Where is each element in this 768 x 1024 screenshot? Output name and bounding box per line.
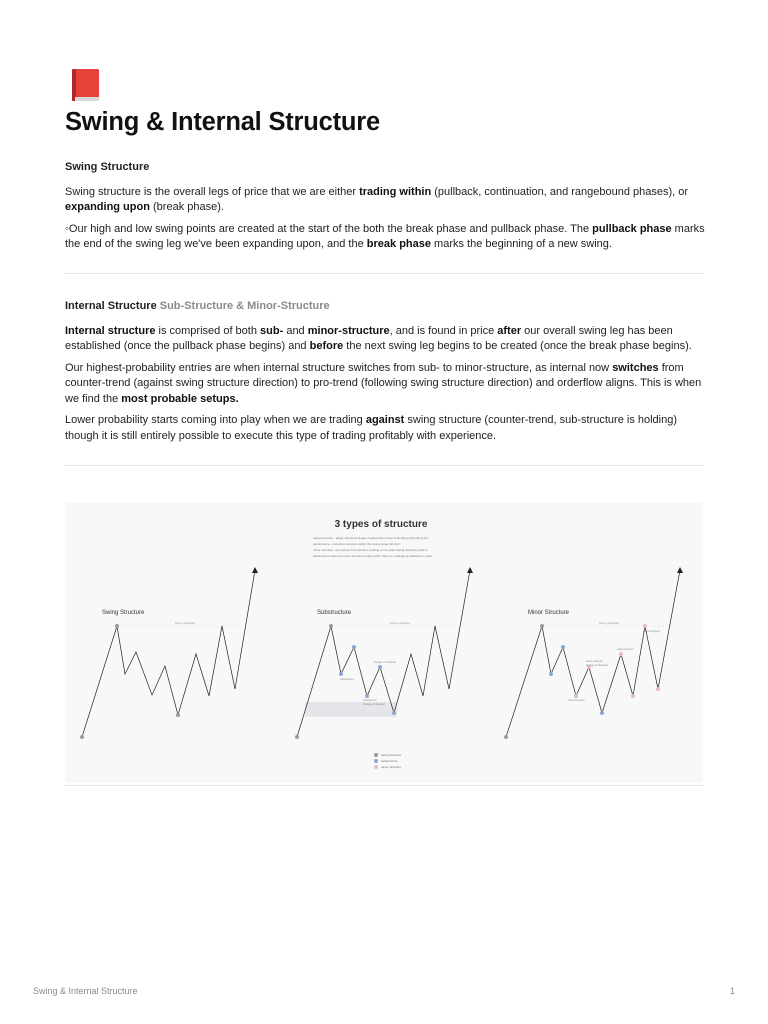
sub-point [352, 645, 356, 649]
figure-note: minor structure - pro-swing trend structure looking to run stops swing structure (HL/LL) [313, 548, 428, 552]
sub-tag: change of character [363, 703, 386, 706]
minor-price-line [506, 570, 680, 737]
swing-heading: Swing Structure [65, 161, 150, 173]
minor-tag: swing structure [617, 648, 634, 651]
swing-price-line [82, 570, 255, 737]
swing-paragraph-2: ◦Our high and low swing points are created at the start of the both the break phase and pullback phase. The pullback phase marks the end of the swing leg we've been expanding upon, and the break phase marks the beginning of a new swing. [65, 222, 705, 250]
legend-swing-swatch [374, 753, 378, 757]
minor-point [619, 652, 623, 656]
divider [65, 785, 703, 786]
legend-minor: minor structure [381, 765, 402, 769]
sub-point [378, 665, 382, 669]
minor-point [631, 694, 635, 698]
internal-section [65, 299, 705, 450]
sub-tag: substructure [363, 699, 377, 702]
page-title: Swing & Internal Structure [65, 108, 381, 136]
figure-note: substructure - corrective structure within the swing range (HL/LH) [313, 542, 400, 546]
legend-sub-swatch [374, 759, 378, 763]
panel-annotation: swing structure [175, 621, 196, 625]
structure-figure [65, 503, 703, 783]
panel-annotation: swing structure [390, 621, 411, 625]
panel-annotation: swing structure [599, 621, 620, 625]
figure-title: 3 types of structure [334, 519, 428, 530]
minor-point [574, 694, 578, 698]
panel-label-sub: Substructure [317, 610, 352, 616]
minor-tag: minor structure [568, 699, 585, 702]
minor-tag: minor structure [586, 660, 603, 663]
sub-point [365, 694, 369, 698]
sub-tag: change of character [374, 661, 397, 664]
sub-point [561, 645, 565, 649]
swing-point [540, 624, 544, 628]
panel-label-swing: Swing Structure [102, 610, 145, 616]
minor-point [643, 624, 647, 628]
internal-paragraph-1: Internal structure is comprised of both sub- and minor-structure, and is found in price after our overall swing leg has been established (once the pullback phase begins) and before the next swing leg begins to be created (once the break phase begins). [65, 324, 692, 352]
swing-section [65, 160, 705, 259]
divider [65, 465, 703, 466]
sub-point [339, 672, 343, 676]
swing-point [329, 624, 333, 628]
sub-point [600, 711, 604, 715]
internal-paragraph-3: Lower probability starts coming into play when we are trading against swing structure (counter-trend, sub-structure is holding) though it is still entirely possible to execute this type of trading profitably with experience. [65, 414, 678, 442]
footer-title: Swing & Internal Structure [33, 986, 138, 996]
figure-note: swing structure - larger structural ranges created when price is trending (HH,HL/LH,LL) [313, 536, 429, 540]
sub-point [392, 711, 396, 715]
swing-point [176, 713, 180, 717]
minor-tag: minor structure [643, 630, 660, 633]
internal-paragraph-2: Our highest-probability entries are when internal structure switches from sub- to minor-structure, as internal now switches from counter-trend (against swing structure direction) to pro-trend (following swing structure direction) and orderflow aligns. This is when we find the most probable setups. [65, 361, 702, 405]
divider [65, 273, 703, 274]
legend-sub: substructure [381, 759, 398, 763]
swing-point [115, 624, 119, 628]
legend-minor-swatch [374, 765, 378, 769]
swing-point [504, 735, 508, 739]
swing-point [80, 735, 84, 739]
minor-point [656, 687, 660, 691]
book-icon [70, 68, 102, 102]
internal-heading: Internal Structure Sub-Structure & Minor-Structure [65, 300, 330, 312]
panel-label-minor: Minor Structure [528, 610, 570, 616]
minor-tag: change of character [586, 664, 609, 667]
sub-tag: substructure [340, 678, 354, 681]
sub-point [549, 672, 553, 676]
page-number: 1 [729, 986, 735, 996]
figure-note: substructure ends and minor structure begins when there is a change of character in price [313, 554, 433, 558]
structure-diagram [65, 503, 703, 783]
swing-paragraph-1: Swing structure is the overall legs of price that we are either trading within (pullback, continuation, and rangebound phases), or expanding upon (break phase). [65, 185, 689, 213]
swing-point [295, 735, 299, 739]
legend-swing: swing structure [381, 753, 402, 757]
